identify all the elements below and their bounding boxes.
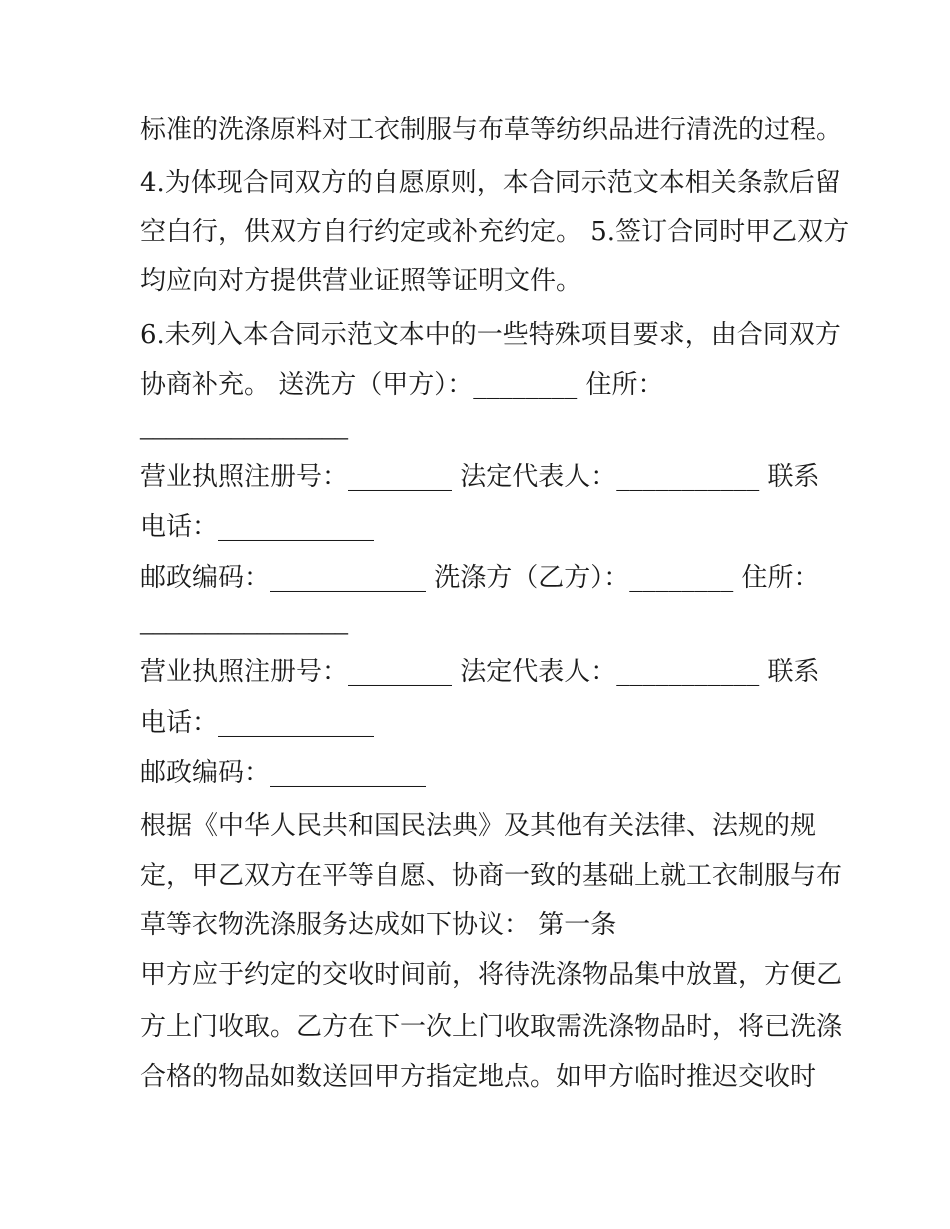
text-line: 空白行，供双方自行约定或补充约定。 5.签订合同时甲乙双方: [140, 217, 850, 247]
text-line: 邮政编码：____________ 洗涤方（乙方）：________ 住所：: [140, 563, 820, 593]
text-line: 营业执照注册号：________ 法定代表人：___________ 联系: [140, 657, 820, 687]
text-line: 协商补充。 送洗方（甲方）：________ 住所：: [140, 370, 664, 400]
text-line: 定，甲乙双方在平等自愿、协商一致的基础上就工衣制服与布: [140, 861, 843, 891]
text-line: 均应向对方提供营业证照等证明文件。: [140, 266, 583, 296]
text-line: 甲方应于约定的交收时间前，将待洗涤物品集中放置，方便乙: [140, 960, 843, 990]
blank-line: ________________: [140, 413, 348, 442]
text-line: 根据《中华人民共和国民法典》及其他有关法律、法规的规: [140, 811, 817, 841]
text-line: 4.为体现合同双方的自愿原则，本合同示范文本相关条款后留: [140, 168, 841, 198]
text-line: 邮政编码：____________: [140, 758, 427, 788]
text-line: 营业执照注册号：________ 法定代表人：___________ 联系: [140, 462, 820, 492]
text-line: 电话：____________: [140, 512, 375, 542]
text-line: 电话：____________: [140, 708, 375, 738]
text-line: 合格的物品如数送回甲方指定地点。如甲方临时推迟交收时: [140, 1062, 817, 1092]
text-line: 草等衣物洗涤服务达成如下协议： 第一条: [140, 910, 617, 940]
text-line: 标准的洗涤原料对工衣制服与布草等纺织品进行清洗的过程。: [140, 115, 843, 145]
blank-line: ________________: [140, 608, 348, 637]
text-line: 方上门收取。乙方在下一次上门收取需洗涤物品时，将已洗涤: [140, 1012, 843, 1042]
text-line: 6.未列入本合同示范文本中的一些特殊项目要求，由合同双方: [140, 320, 841, 350]
